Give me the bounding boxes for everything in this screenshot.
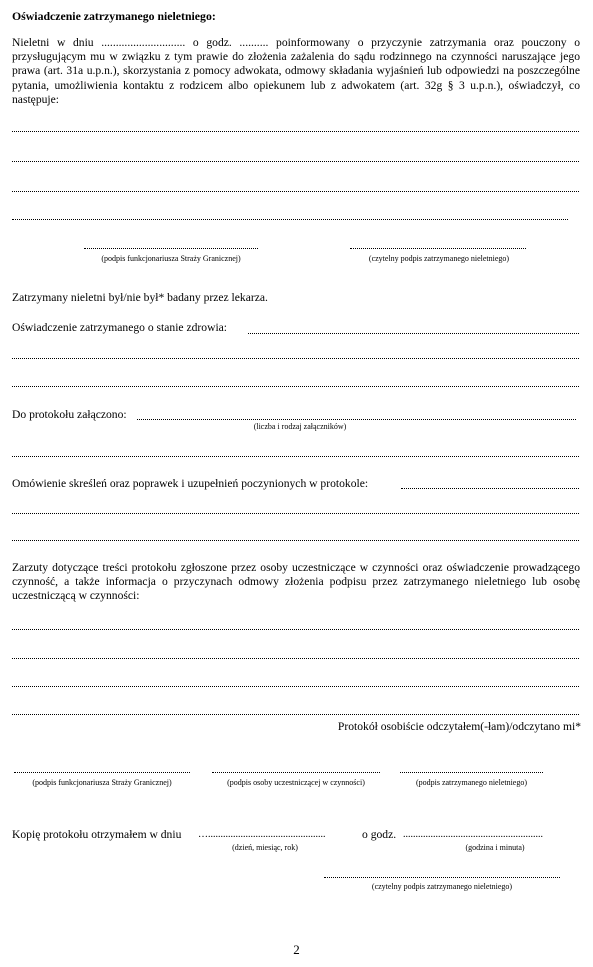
read-statement: Protokół osobiście odczytałem(-łam)/odczytano mi* xyxy=(337,720,581,733)
minor-signature-caption-2: (podpis zatrzymanego nieletniego) xyxy=(415,778,528,787)
corrections-label: Omówienie skreśleń oraz poprawek i uzupełnień poczynionych w protokole: xyxy=(12,477,369,490)
objections-line-2[interactable] xyxy=(12,658,579,659)
copy-received-hour-field[interactable]: ........................................................ xyxy=(403,829,543,840)
attachments-line-1[interactable] xyxy=(137,419,576,420)
minor-signature-line-2[interactable] xyxy=(400,772,543,773)
attachments-caption: (liczba i rodzaj załączników) xyxy=(253,422,347,431)
health-statement-line-1[interactable] xyxy=(248,333,579,334)
officer-signature-caption-2: (podpis funkcjonariusza Straży Granicznej) xyxy=(32,778,172,787)
attachments-label: Do protokołu załączono: xyxy=(12,408,127,421)
officer-signature-line[interactable] xyxy=(84,248,258,249)
corrections-line-3[interactable] xyxy=(12,540,579,541)
final-signature-caption: (czytelny podpis zatrzymanego nieletniego) xyxy=(371,882,513,891)
participant-signature-caption: (podpis osoby uczestniczącej w czynności) xyxy=(227,778,365,787)
hour-caption: (godzina i minuta) xyxy=(465,843,525,852)
date-caption: (dzień, miesiąc, rok) xyxy=(232,843,298,852)
objections-line-4[interactable] xyxy=(12,714,579,715)
statement-line-2[interactable] xyxy=(12,161,579,162)
statement-line-3[interactable] xyxy=(12,191,579,192)
minor-signature-caption: (czytelny podpis zatrzymanego nieletniego) xyxy=(368,254,510,263)
officer-signature-caption: (podpis funkcjonariusza Straży Granicznej) xyxy=(101,254,241,263)
section-heading: Oświadczenie zatrzymanego nieletniego: xyxy=(12,9,216,23)
objections-paragraph: Zarzuty dotyczące treści protokołu zgłoszone przez osoby uczestniczące w czynności oraz oświadczenie prowadzącego czynność, a także informacja o przyczynach odmowy złożenia podpisu przez zatrzymanego nieletniego lub osobę uczestniczącą w czynności: xyxy=(12,561,580,603)
statement-line-4[interactable] xyxy=(12,219,568,220)
copy-received-date-field[interactable]: …............................................... xyxy=(198,829,326,840)
health-statement-label: Oświadczenie zatrzymanego o stanie zdrowia: xyxy=(12,321,228,334)
statement-paragraph: Nieletni w dniu ............................. o godz. .......... poinformowany o przyczynie zatrzymania oraz pouczony o przysługującym mu w związku z tym prawie do złożenia zażalenia do sądu rodzinnego na czynności naruszające jego prawa (art. 31a u.p.n.), skorzystania z pomocy adwokata, odmowy składania wyjaśnień lub odpowiedzi na poszczególne pytania, umożliwienia kontaktu z rodzicem albo opiekunem lub z adwokatem (art. 32g § 3 u.p.n.), oświadczył, co następuje: xyxy=(12,36,580,106)
statement-line-1[interactable] xyxy=(12,131,579,132)
copy-received-hour-label: o godz. xyxy=(362,828,397,841)
health-statement-line-2[interactable] xyxy=(12,358,579,359)
participant-signature-line[interactable] xyxy=(212,772,380,773)
objections-line-1[interactable] xyxy=(12,629,579,630)
page-number: 2 xyxy=(293,942,300,957)
health-statement-line-3[interactable] xyxy=(12,386,579,387)
attachments-line-2[interactable] xyxy=(12,456,579,457)
corrections-line-2[interactable] xyxy=(12,513,579,514)
final-signature-line[interactable] xyxy=(324,877,560,878)
officer-signature-line-2[interactable] xyxy=(14,772,190,773)
copy-received-prefix: Kopię protokołu otrzymałem w dniu xyxy=(12,828,182,841)
medical-exam-text: Zatrzymany nieletni był/nie był* badany przez lekarza. xyxy=(12,291,268,304)
objections-line-3[interactable] xyxy=(12,686,579,687)
minor-signature-line[interactable] xyxy=(350,248,526,249)
corrections-line-1[interactable] xyxy=(401,488,579,489)
